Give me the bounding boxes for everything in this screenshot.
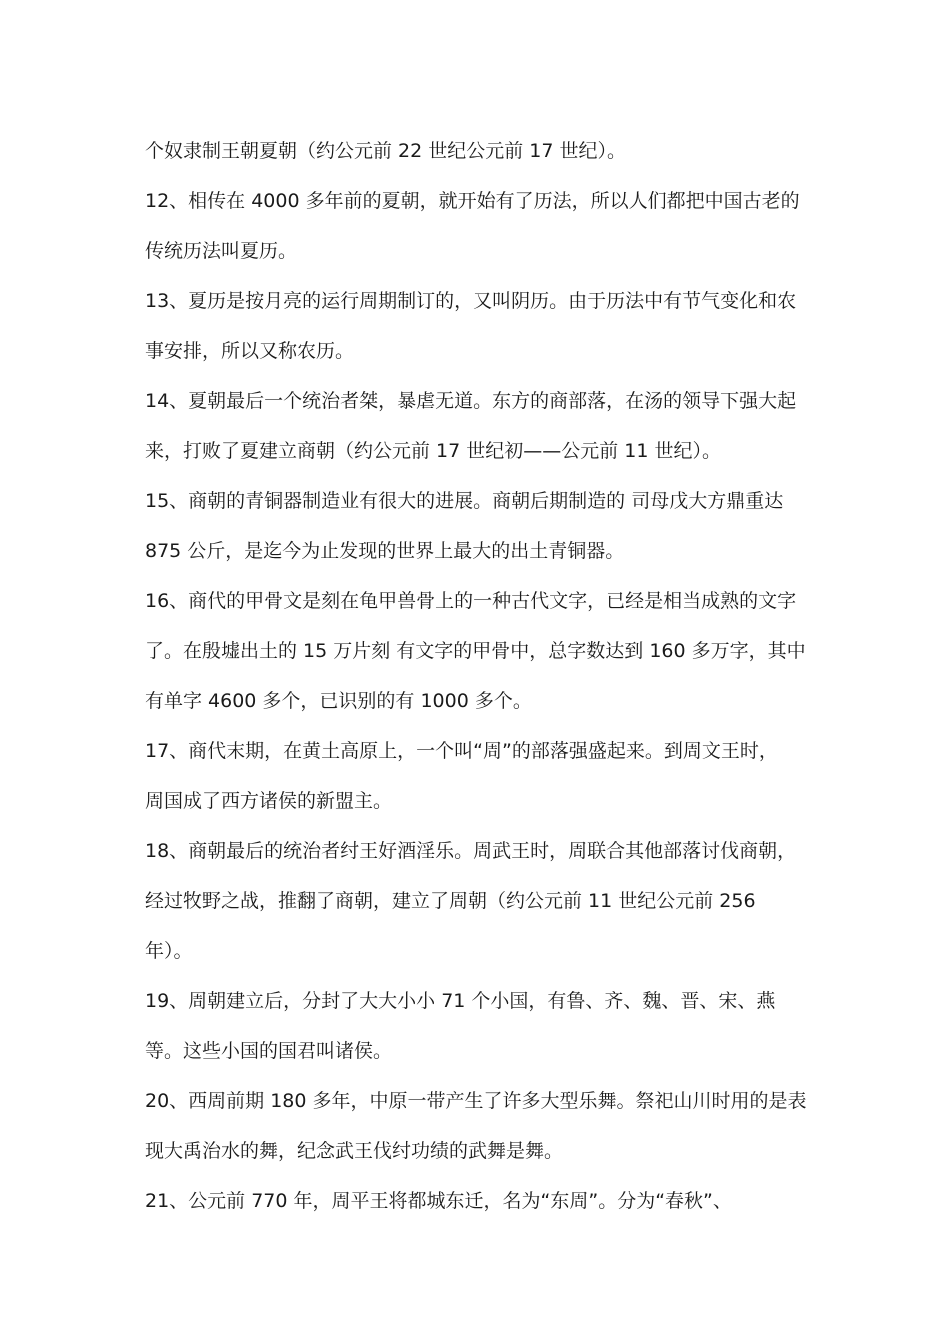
text-line: 个奴隶制王朝夏朝（约公元前 22 世纪公元前 17 世纪）。 xyxy=(145,140,627,162)
text-line: 了。在殷墟出土的 15 万片刻 有文字的甲骨中，总字数达到 160 多万字，其中 xyxy=(145,640,806,662)
text-line: 等。这些小国的国君叫诸侯。 xyxy=(145,1040,393,1062)
text-line: 来，打败了夏建立商朝（约公元前 17 世纪初——公元前 11 世纪）。 xyxy=(145,440,722,462)
text-line: 13、夏历是按月亮的运行周期制订的，又叫阴历。由于历法中有节气变化和农 xyxy=(145,290,797,312)
text-line: 经过牧野之战，推翻了商朝，建立了周朝（约公元前 11 世纪公元前 256 xyxy=(145,890,756,912)
text-line: 15、商朝的青铜器制造业有很大的进展。商朝后期制造的 司母戊大方鼎重达 xyxy=(145,490,784,512)
text-line: 875 公斤，是迄今为止发现的世界上最大的出土青铜器。 xyxy=(145,540,625,562)
text-line: 19、周朝建立后，分封了大大小小 71 个小国，有鲁、齐、魏、晋、宋、燕 xyxy=(145,990,776,1012)
text-line: 12、相传在 4000 多年前的夏朝，就开始有了历法，所以人们都把中国古老的 xyxy=(145,190,800,212)
text-line: 17、商代末期，在黄土高原上，一个叫“周”的部落强盛起来。到周文王时， xyxy=(145,740,778,762)
text-line: 有单字 4600 多个，已识别的有 1000 多个。 xyxy=(145,690,532,712)
text-line: 现大禹治水的舞，纪念武王伐纣功绩的武舞是舞。 xyxy=(145,1140,564,1162)
text-line: 事安排，所以又称农历。 xyxy=(145,340,355,362)
text-line: 传统历法叫夏历。 xyxy=(145,240,298,262)
text-line: 18、商朝最后的统治者纣王好酒淫乐。周武王时，周联合其他部落讨伐商朝， xyxy=(145,840,797,862)
text-line: 21、公元前 770 年，周平王将都城东迁，名为“东周”。分为“春秋”、 xyxy=(145,1190,732,1212)
text-line: 年）。 xyxy=(145,940,193,962)
text-line: 16、商代的甲骨文是刻在龟甲兽骨上的一种古代文字，已经是相当成熟的文字 xyxy=(145,590,797,612)
text-line: 20、西周前期 180 多年，中原一带产生了许多大型乐舞。祭祀山川时用的是表 xyxy=(145,1090,807,1112)
text-line: 14、夏朝最后一个统治者桀，暴虐无道。东方的商部落，在汤的领导下强大起 xyxy=(145,390,797,412)
text-line: 周国成了西方诸侯的新盟主。 xyxy=(145,790,393,812)
